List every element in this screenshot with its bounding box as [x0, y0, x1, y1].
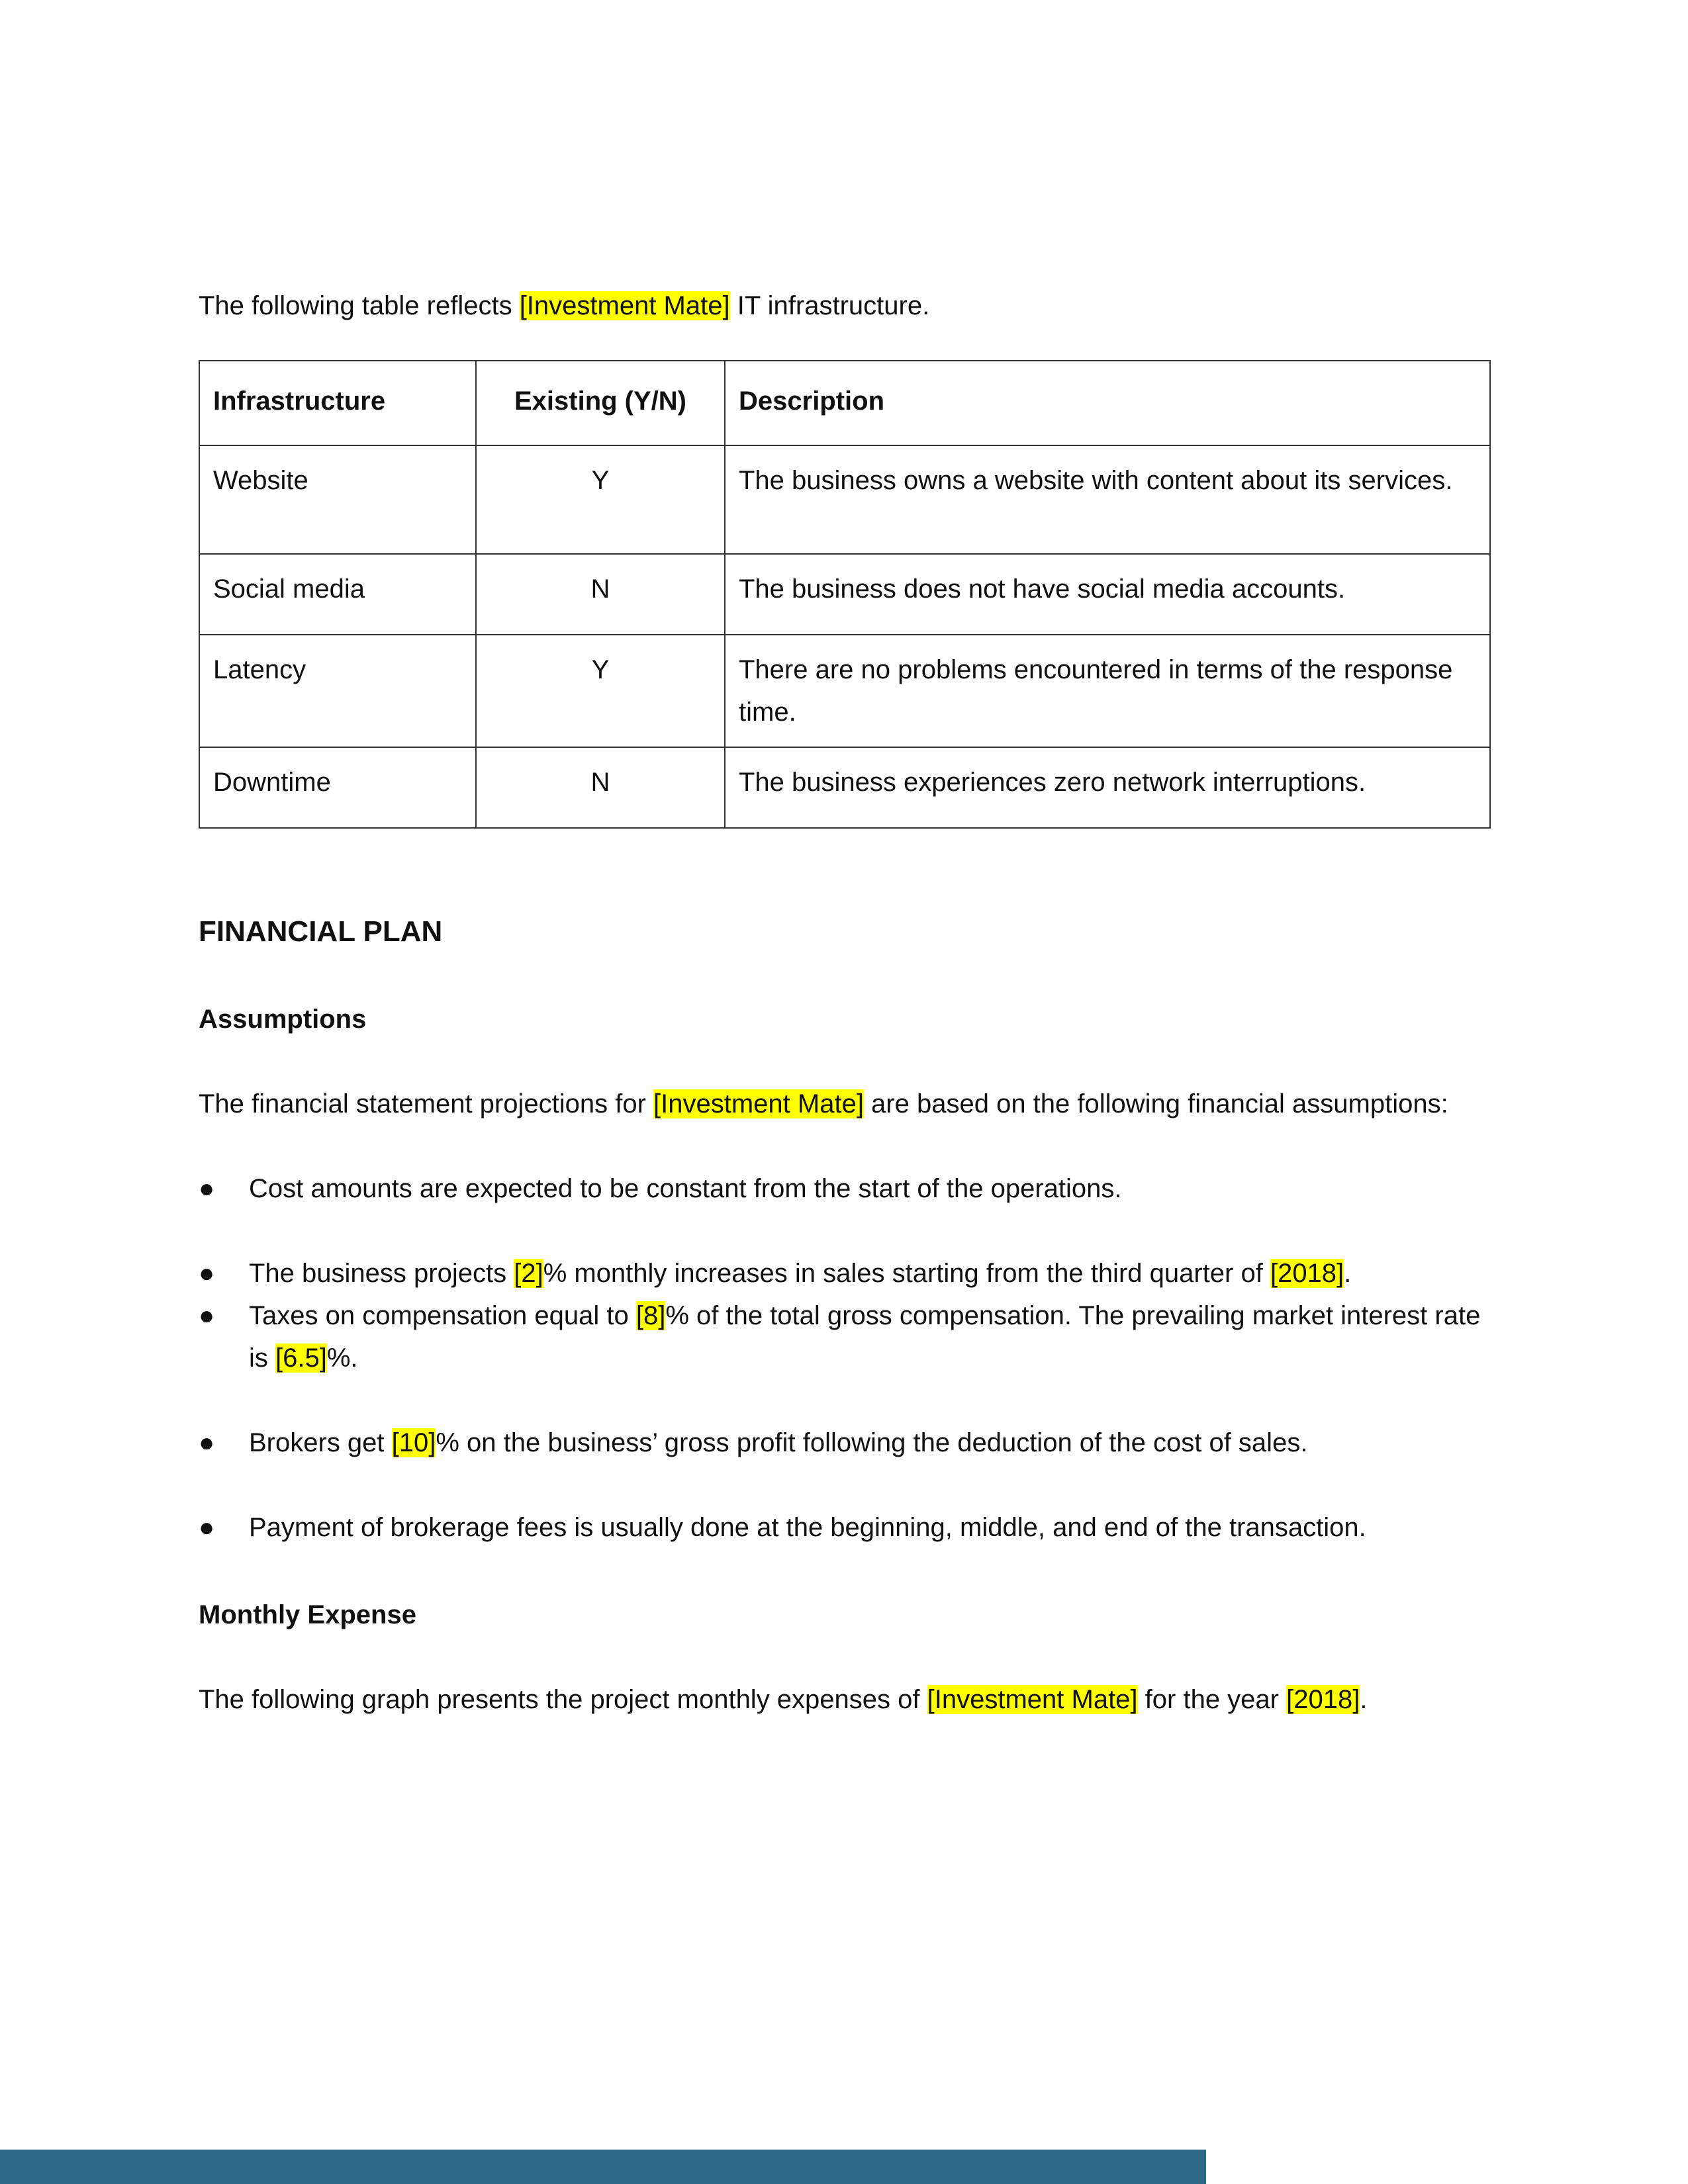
list-item-text: Cost amounts are expected to be constant from the start of the operations.	[249, 1174, 1122, 1203]
list-item-text: % on the business’ gross profit following the deduction of the cost of sales.	[436, 1428, 1308, 1457]
list-item	[199, 1506, 1489, 1549]
bullet-icon: ●	[199, 1259, 215, 1288]
monthly-expense-heading: Monthly Expense	[199, 1600, 416, 1629]
cell-existing: Y	[476, 445, 725, 554]
list-item	[199, 1167, 1489, 1210]
table-intro	[199, 285, 1489, 327]
bullet-icon: ●	[199, 1301, 215, 1330]
company-placeholder: [Investment Mate]	[519, 291, 730, 320]
assumptions-intro-text: The financial statement projections for	[199, 1089, 654, 1118]
list-item	[199, 1295, 1489, 1379]
tax-placeholder: [8]	[635, 1301, 666, 1330]
financial-plan-heading: FINANCIAL PLAN	[199, 915, 443, 948]
cell-description: The business owns a website with content about its services.	[725, 445, 1490, 554]
monthly-expense-text-end: .	[1360, 1685, 1368, 1714]
cell-description: The business experiences zero network interruptions.	[725, 747, 1490, 828]
cell-existing: Y	[476, 635, 725, 747]
table-header-row	[199, 361, 1490, 445]
table-row	[199, 635, 1490, 747]
monthly-expense-text-start: The following graph presents the project monthly expenses of	[199, 1685, 927, 1714]
intro-text-end: IT infrastructure.	[729, 291, 930, 320]
header-description: Description	[725, 361, 1490, 445]
bullet-icon: ●	[199, 1513, 215, 1542]
cell-infrastructure: Latency	[199, 635, 476, 747]
page-content	[199, 265, 1489, 1721]
list-item-text: % monthly increases in sales starting from the third quarter of	[543, 1259, 1270, 1288]
assumptions-list	[199, 1167, 1489, 1549]
cell-description: The business does not have social media accounts.	[725, 554, 1490, 635]
assumptions-intro-text-end: are based on the following financial assumptions:	[863, 1089, 1448, 1118]
cell-existing: N	[476, 747, 725, 828]
year-placeholder: [2018]	[1286, 1685, 1360, 1714]
list-item-text: % of the total gross compensation. The prevailing market interest rate is	[249, 1301, 1481, 1373]
header-infrastructure: Infrastructure	[199, 361, 476, 445]
list-item-text: Taxes on compensation equal to	[249, 1301, 636, 1330]
year-placeholder: [2018]	[1270, 1259, 1344, 1288]
list-item-text: Payment of brokerage fees is usually done at the beginning, middle, and end of the transaction.	[249, 1513, 1366, 1542]
table-row	[199, 747, 1490, 828]
infrastructure-table	[199, 360, 1491, 829]
bullet-icon: ●	[199, 1174, 215, 1203]
table-row	[199, 554, 1490, 635]
assumptions-heading: Assumptions	[199, 1005, 367, 1034]
cell-description: There are no problems encountered in terms of the response time.	[725, 635, 1490, 747]
intro-text: The following table reflects	[199, 291, 520, 320]
cell-infrastructure: Website	[199, 445, 476, 554]
list-item-text: %.	[326, 1343, 358, 1373]
commission-placeholder: [10]	[391, 1428, 436, 1457]
list-item-text: Brokers get	[249, 1428, 392, 1457]
list-item-text: .	[1344, 1259, 1352, 1288]
list-item	[199, 1252, 1489, 1295]
interest-placeholder: [6.5]	[275, 1343, 327, 1373]
monthly-expense-text	[199, 1678, 1489, 1721]
header-existing: Existing (Y/N)	[476, 361, 725, 445]
footer-bar	[0, 2150, 1206, 2184]
monthly-expense-text-mid: for the year	[1137, 1685, 1287, 1714]
rate-placeholder: [2]	[514, 1259, 543, 1288]
assumptions-intro	[199, 1083, 1489, 1125]
company-placeholder: [Investment Mate]	[927, 1685, 1138, 1714]
cell-infrastructure: Downtime	[199, 747, 476, 828]
company-placeholder: [Investment Mate]	[653, 1089, 864, 1118]
list-item-text: The business projects	[249, 1259, 514, 1288]
cell-infrastructure: Social media	[199, 554, 476, 635]
list-item	[199, 1422, 1489, 1464]
table-row	[199, 445, 1490, 554]
bullet-icon: ●	[199, 1428, 215, 1457]
cell-existing: N	[476, 554, 725, 635]
